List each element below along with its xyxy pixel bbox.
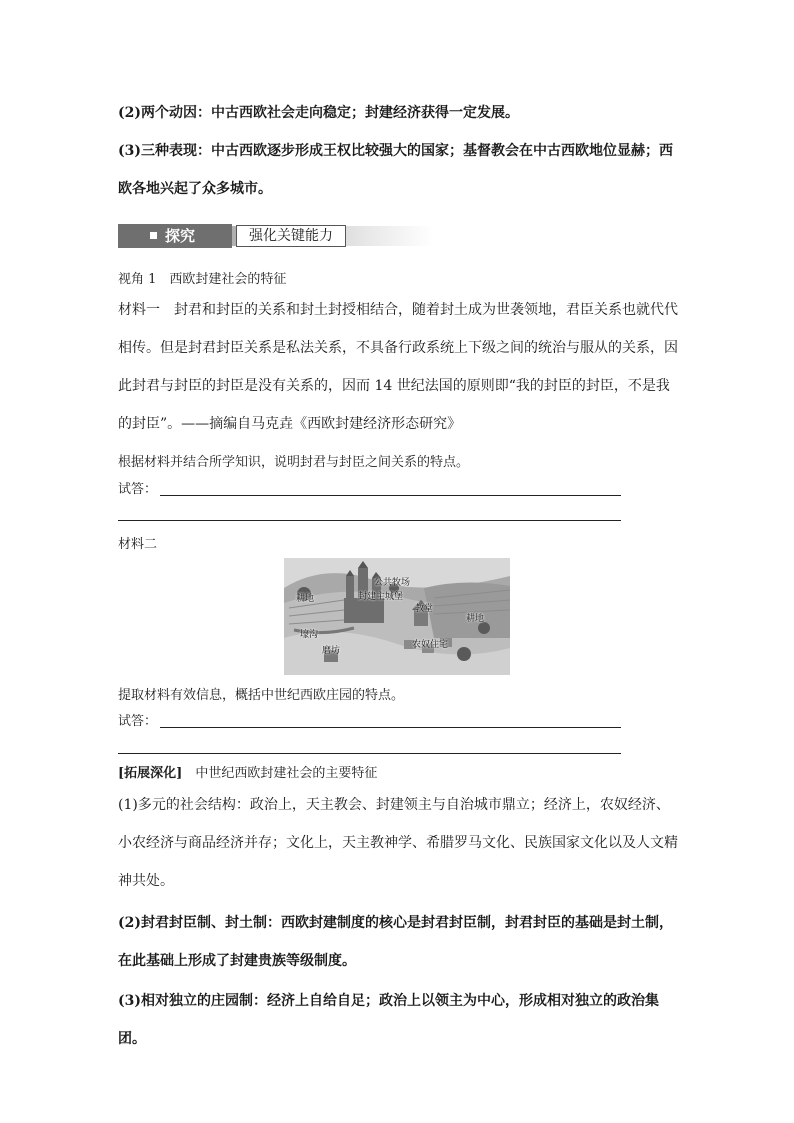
extension-title: 中世纪西欧封建社会的主要特征 xyxy=(195,766,378,781)
intro-item-3: (3)三种表现：中古西欧逐步形成王权比较强大的国家；基督教会在中古西欧地位显赫；西欧各地兴起了众多城市。 xyxy=(118,143,673,197)
perspective-heading: 视角 1 西欧封建社会的特征 xyxy=(118,272,287,287)
material-2-label: 材料二 xyxy=(118,537,158,552)
banner-sub-label: 强化关键能力 xyxy=(236,225,346,247)
answer-label-2: 试答： xyxy=(118,714,158,729)
material-1-label: 材料一 xyxy=(118,302,160,318)
label-church: 教堂 xyxy=(415,604,434,614)
answer-line-1b[interactable] xyxy=(118,520,621,521)
label-farmland-right: 耕地 xyxy=(466,614,485,624)
label-farmland-left: 耕地 xyxy=(296,594,315,604)
extension-item-3: (3)相对独立的庄园制：经济上自给自足；政治上以领主为中心，形成相对独立的政治集团。 xyxy=(118,993,659,1047)
label-serf-housing: 农奴住宅 xyxy=(412,640,449,650)
question-2: 提取材料有效信息，概括中世纪西欧庄园的特点。 xyxy=(118,688,405,703)
label-mill: 磨坊 xyxy=(322,646,341,656)
label-moat: 壕沟 xyxy=(300,630,319,640)
manor-illustration xyxy=(284,558,510,675)
question-1: 根据材料并结合所学知识，说明封君与封臣之间关系的特点。 xyxy=(118,455,470,470)
answer-row-1[interactable] xyxy=(118,478,621,498)
answer-line-2[interactable] xyxy=(160,727,621,728)
banner-main xyxy=(118,224,232,248)
answer-row-2[interactable] xyxy=(118,710,621,730)
material-1-text: 封君和封臣的关系和封土封授相结合，随着封土成为世袭领地，君臣关系也就代代相传。但是封君封臣关系是私法关系，不具备行政系统上下级之间的统治与服从的关系，因此封君与封臣的封臣是没有关系的，因而 14 世纪法国的原则即“我的封臣的封臣，不是我的封臣”。——摘编自马克垚《西欧封建经济形态研究》 xyxy=(118,302,678,432)
label-common-pasture: 公共牧场 xyxy=(374,578,411,588)
extension-item-2: (2)封君封臣制、封土制：西欧封建制度的核心是封君封臣制，封君封臣的基础是封土制，在此基础上形成了封建贵族等级制度。 xyxy=(118,915,673,969)
answer-line-2b[interactable] xyxy=(118,753,621,754)
extension-tag: [拓展深化] xyxy=(118,766,183,781)
answer-label-1: 试答： xyxy=(118,482,158,497)
label-castle: 封建主城堡 xyxy=(358,592,404,602)
answer-line-1[interactable] xyxy=(160,495,621,496)
banner-main-label: 探究 xyxy=(165,227,196,245)
material-1-paragraph xyxy=(118,291,678,443)
extension-heading xyxy=(118,764,377,784)
square-bullet-icon xyxy=(150,232,157,239)
extension-item-1: (1)多元的社会结构：政治上，天主教会、封建领主与自治城市鼎立；经济上，农奴经济、小农经济与商品经济并存；文化上，天主教神学、希腊罗马文化、民族国家文化以及人文精神共处。 xyxy=(118,797,678,889)
intro-item-2: (2)两个动因：中古西欧社会走向稳定；封建经济获得一定发展。 xyxy=(118,105,519,121)
section-banner xyxy=(118,222,433,250)
